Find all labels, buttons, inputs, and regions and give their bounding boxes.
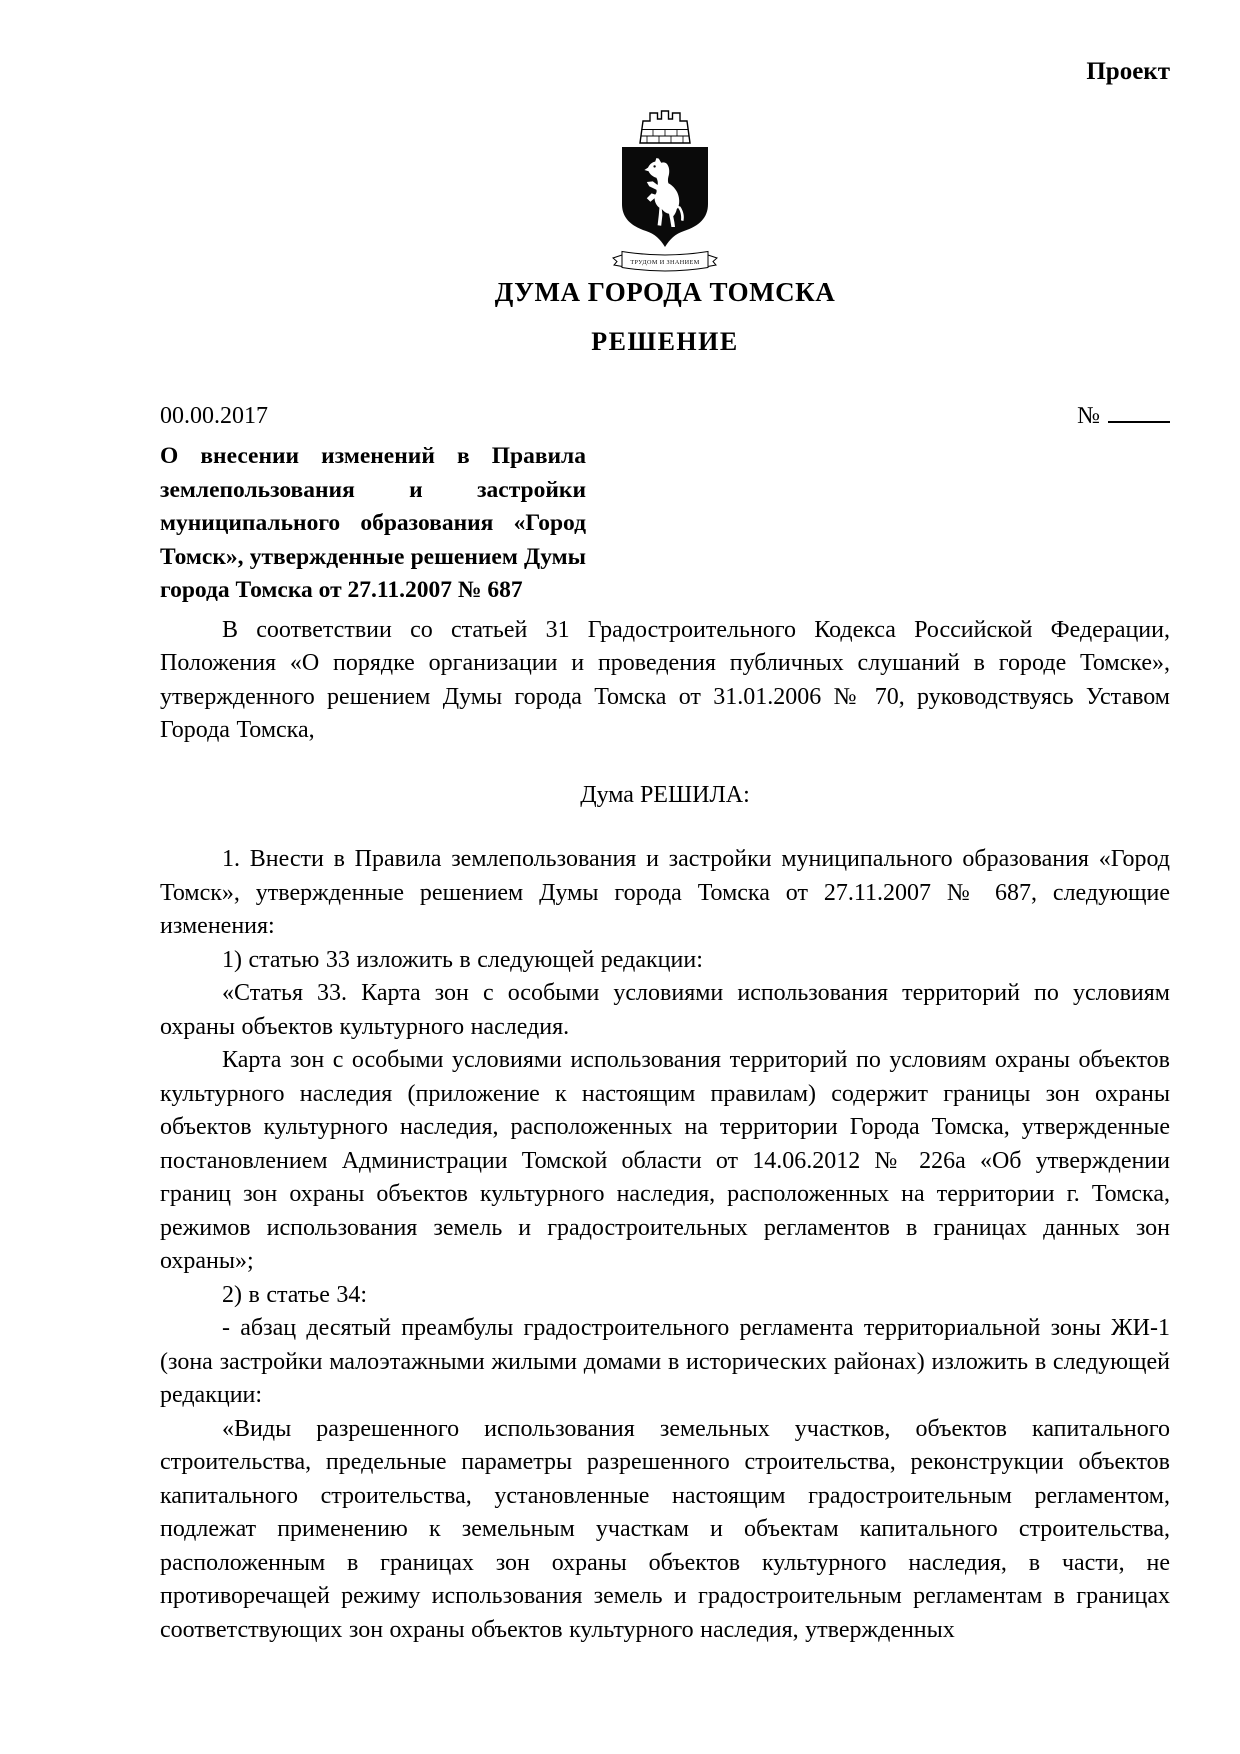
doc-number: [1077, 402, 1170, 430]
preamble-paragraph: В соответствии со статьей 31 Градостроительного Кодекса Российской Федерации, Положения «О порядке организации и проведения публичных слушаний в городе Томске», утвержденного решением Думы города Томска от 31.01.2006 № 70, руководствуясь Уставом Города Томска,: [160, 616, 1170, 743]
doc-type-heading: РЕШЕНИЕ: [591, 327, 739, 356]
body-paragraph: 1. Внести в Правила землепользования и застройки муниципального образования «Город Томск», утвержденные решением Думы города Томска от 27.11.2007 № 687, следующие изменения:: [160, 846, 1170, 939]
org-name: ДУМА ГОРОДА ТОМСКА: [494, 277, 836, 307]
body-paragraph: 1) статью 33 изложить в следующей редакции:: [222, 946, 703, 973]
doc-date: 00.00.2017: [160, 403, 268, 429]
motto-ribbon: [613, 252, 717, 271]
number-sign: №: [1077, 403, 1100, 429]
body-paragraph: «Статья 33. Карта зон с особыми условиями использования территорий по условиям охраны объектов культурного наследия.: [160, 980, 1170, 1040]
tomsk-emblem: [160, 108, 1170, 274]
motto-text: ТРУДОМ И ЗНАНИЕМ: [630, 259, 700, 266]
body-paragraphs: [160, 843, 1170, 1647]
shield-icon: [622, 147, 708, 247]
number-blank-line: [1108, 419, 1170, 423]
body-paragraph: «Виды разрешенного использования земельных участков, объектов капитального строительства, предельные параметры разрешенного строительства, реконструкции объектов капитального строительства, установленные настоящим градостроительным регламентом, подлежат применению к земельным участкам и объектам капитального строительства, расположенным в границах зон охраны объектов культурного наследия, в части, не противоречащей режиму использования земель и градостроительным регламентам в границах соответствующих зон охраны объектов культурного наследия, утвержденных: [160, 1415, 1170, 1643]
doc-title: О внесении изменений в Правила землепользования и застройки муниципального образования «Город Томск», утвержденные решением Думы города Томска от 27.11.2007 № 687: [160, 443, 586, 603]
body-paragraph: - абзац десятый преамбулы градостроительного регламента территориальной зоны ЖИ-1 (зона застройки малоэтажными жилыми домами в исторических районах) изложить в следующей редакции:: [160, 1315, 1170, 1408]
body-paragraph: 2) в статье 34:: [222, 1281, 368, 1308]
body-paragraph: Карта зон с особыми условиями использования территорий по условиям охраны объектов культурного наследия (приложение к настоящим правилам) содержит границы зон охраны объектов культурного наследия, расположенных на территории Города Томска, утвержденные постановлением Администрации Томской области от 14.06.2012 № 226а «Об утверждении границ зон охраны объектов культурного наследия, расположенных на территории г. Томска, режимов использования земель и градостроительных регламентов в границах данных зон охраны»;: [160, 1047, 1170, 1274]
mural-crown-icon: [640, 111, 690, 143]
tomsk-coat-of-arms-icon: [609, 108, 721, 274]
draft-label: Проект: [1086, 58, 1170, 85]
date-number-row: [160, 402, 1170, 430]
resolution-heading: Дума РЕШИЛА:: [580, 781, 750, 808]
